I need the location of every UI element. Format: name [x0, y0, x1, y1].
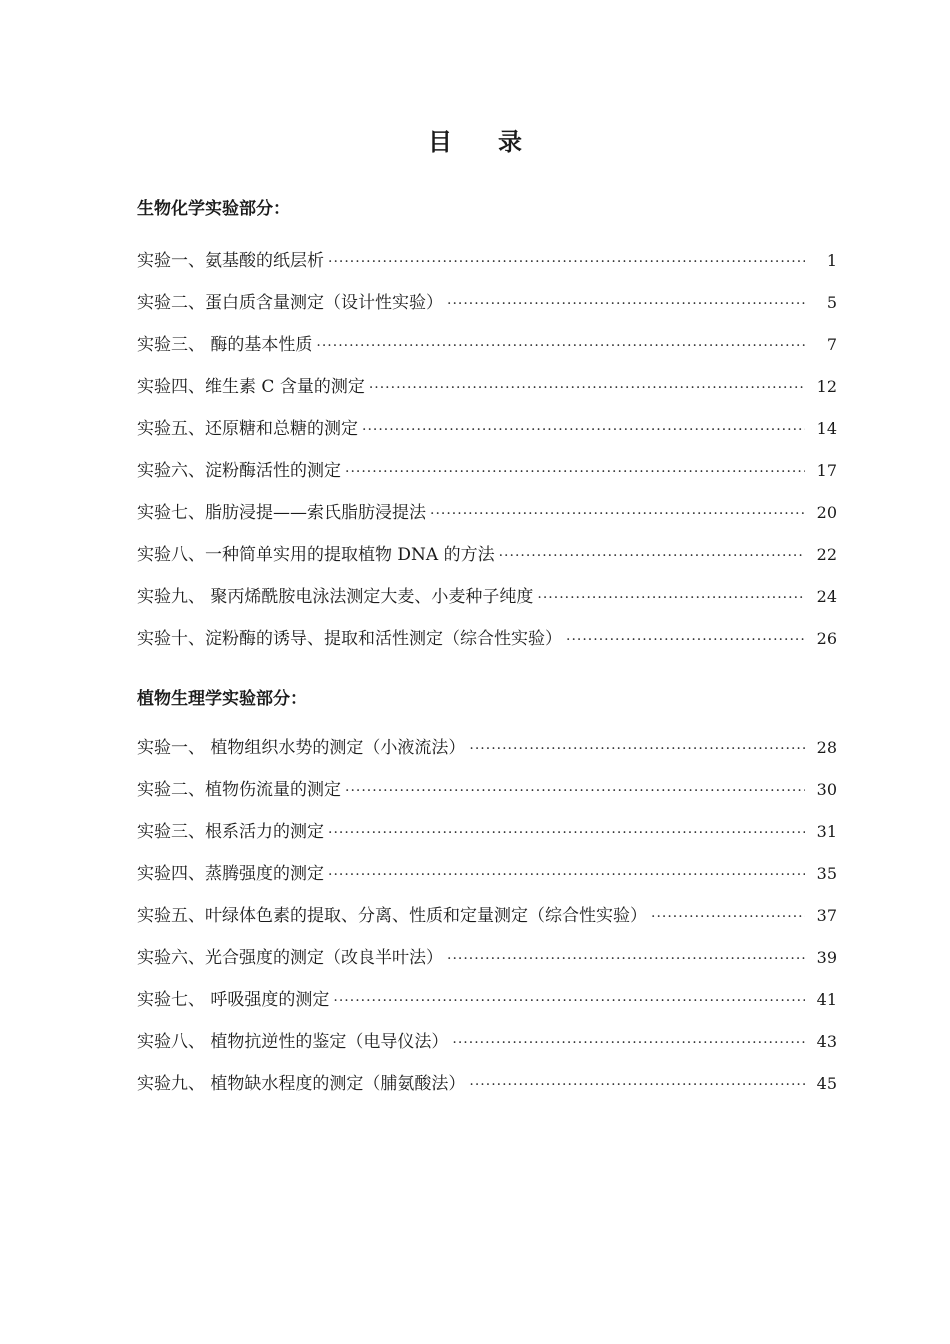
dot-leader — [345, 451, 805, 493]
dot-leader — [447, 283, 805, 325]
toc-page-number: 26 — [816, 629, 837, 648]
dot-leader — [345, 770, 805, 812]
toc-entry[interactable] — [137, 240, 837, 282]
toc-entry[interactable] — [137, 1021, 837, 1063]
toc-entry[interactable] — [137, 853, 837, 895]
section-heading-biochemistry: 生物化学实验部分： — [137, 199, 290, 219]
dot-leader — [333, 980, 805, 1022]
toc-entry[interactable] — [137, 811, 837, 853]
toc-page-number: 43 — [816, 1032, 837, 1051]
dot-leader — [469, 728, 805, 770]
dot-leader — [328, 854, 805, 896]
dot-leader — [362, 409, 805, 451]
section-heading-plant-physiology: 植物生理学实验部分： — [137, 689, 307, 709]
toc-entry[interactable] — [137, 1063, 837, 1105]
toc-page-number: 12 — [816, 377, 837, 396]
dot-leader — [566, 619, 805, 661]
toc-entry-title: 实验七、脂肪浸提——索氏脂肪浸提法 — [137, 503, 426, 523]
toc-entry-title: 实验一、氨基酸的纸层析 — [137, 251, 324, 271]
toc-entry-title: 实验六、光合强度的测定（改良半叶法） — [137, 948, 443, 968]
toc-entry-title: 实验二、蛋白质含量测定（设计性实验） — [137, 293, 443, 313]
dot-leader — [328, 812, 805, 854]
dot-leader — [537, 577, 805, 619]
toc-list-plant-physiology — [137, 727, 837, 1105]
toc-entry-title: 实验三、 酶的基本性质 — [137, 335, 313, 355]
toc-entry-title: 实验九、 植物缺水程度的测定（脯氨酸法） — [137, 1074, 466, 1094]
toc-entry-title: 实验七、 呼吸强度的测定 — [137, 990, 330, 1010]
toc-page-number: 22 — [816, 545, 837, 564]
toc-page-number: 41 — [816, 990, 837, 1009]
toc-page-number: 14 — [816, 419, 837, 438]
toc-entry[interactable] — [137, 366, 837, 408]
dot-leader — [328, 241, 805, 283]
dot-leader — [430, 493, 805, 535]
toc-entry-title: 实验八、一种简单实用的提取植物 DNA 的方法 — [137, 545, 495, 565]
dot-leader — [369, 367, 805, 409]
toc-page-number: 24 — [816, 587, 837, 606]
page-title — [0, 122, 950, 157]
toc-entry[interactable] — [137, 576, 837, 618]
toc-entry-title: 实验四、蒸腾强度的测定 — [137, 864, 324, 884]
toc-entry[interactable] — [137, 450, 837, 492]
toc-entry-title: 实验十、淀粉酶的诱导、提取和活性测定（综合性实验） — [137, 629, 562, 649]
dot-leader — [447, 938, 805, 980]
toc-entry-title: 实验九、 聚丙烯酰胺电泳法测定大麦、小麦种子纯度 — [137, 587, 534, 607]
toc-page-number: 28 — [816, 738, 837, 757]
toc-page-number: 39 — [816, 948, 837, 967]
toc-entry-title: 实验一、 植物组织水势的测定（小液流法） — [137, 738, 466, 758]
toc-entry-title: 实验五、还原糖和总糖的测定 — [137, 419, 358, 439]
toc-entry[interactable] — [137, 492, 837, 534]
toc-page-number: 17 — [816, 461, 837, 480]
toc-entry[interactable] — [137, 324, 837, 366]
dot-leader — [316, 325, 805, 367]
dot-leader — [452, 1022, 805, 1064]
toc-entry-title: 实验五、叶绿体色素的提取、分离、性质和定量测定（综合性实验） — [137, 906, 647, 926]
toc-page-number: 35 — [816, 864, 837, 883]
page-title-char-2: 录 — [498, 128, 522, 156]
toc-entry[interactable] — [137, 979, 837, 1021]
toc-entry[interactable] — [137, 895, 837, 937]
toc-entry[interactable] — [137, 937, 837, 979]
dot-leader — [469, 1064, 805, 1106]
toc-page-number: 37 — [816, 906, 837, 925]
toc-entry-title: 实验三、根系活力的测定 — [137, 822, 324, 842]
toc-entry[interactable] — [137, 408, 837, 450]
toc-entry-title: 实验六、淀粉酶活性的测定 — [137, 461, 341, 481]
toc-entry[interactable] — [137, 618, 837, 660]
toc-entry-title: 实验四、维生素 C 含量的测定 — [137, 377, 365, 397]
toc-page-number: 7 — [826, 335, 837, 354]
dot-leader — [499, 535, 805, 577]
page-title-char-1: 目 — [428, 128, 452, 156]
toc-entry[interactable] — [137, 769, 837, 811]
toc-entry[interactable] — [137, 727, 837, 769]
toc-entry[interactable] — [137, 534, 837, 576]
toc-page-number: 45 — [816, 1074, 837, 1093]
toc-page-number: 31 — [816, 822, 837, 841]
toc-page-number: 20 — [816, 503, 837, 522]
toc-page-number: 30 — [816, 780, 837, 799]
toc-entry[interactable] — [137, 282, 837, 324]
toc-list-biochemistry — [137, 240, 837, 660]
toc-page-number: 1 — [826, 251, 837, 270]
toc-entry-title: 实验二、植物伤流量的测定 — [137, 780, 341, 800]
toc-page-number: 5 — [826, 293, 837, 312]
toc-entry-title: 实验八、 植物抗逆性的鉴定（电导仪法） — [137, 1032, 449, 1052]
dot-leader — [651, 896, 805, 938]
